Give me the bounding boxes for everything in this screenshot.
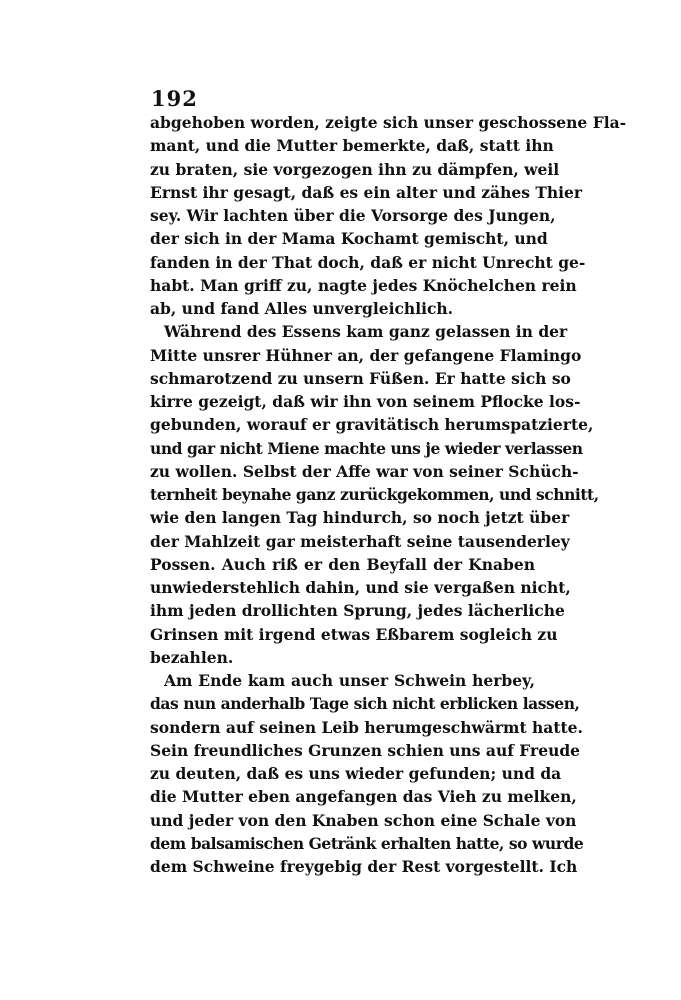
text-line: ab, und fand Alles unvergleichlich. [150,299,454,318]
text-line: das nun anderhalb Tage sich nicht erblicken lassen, [150,694,580,714]
text-line: ihm jeden drollichten Sprung, jedes lächerliche [150,601,565,621]
text-line: kirre gezeigt, daß wir ihn von seinem Pflocke los- [150,392,581,411]
text-line: fanden in der That doch, daß er nicht Unrecht ge- [150,252,586,272]
text-line: zu braten, sie vorgezogen ihn zu dämpfen, weil [150,159,560,179]
text-line: zu deuten, daß es uns wieder gefunden; und da [150,764,562,783]
text-line: dem Schweine freygebig der Rest vorgestellt. Ich [150,857,578,876]
text-line: sey. Wir lachten über die Vorsorge des Jungen, [150,206,556,225]
text-line: mant, und die Mutter bemerkte, daß, statt ihn [150,136,554,156]
text-line: Grinsen mit irgend etwas Eßbarem sogleich zu [150,624,558,644]
text-line: habt. Man griff zu, nagte jedes Knöchelchen rein [150,275,577,295]
text-line: Mitte unsrer Hühner an, der gefangene Flamingo [150,345,582,365]
text-line: der sich in der Mama Kochamt gemischt, und [150,229,548,249]
text-line: gebunden, worauf er gravitätisch herumspatzierte, [150,415,594,435]
text-line: bezahlen. [150,647,234,667]
text-line: die Mutter eben angefangen das Vieh zu melken, [150,787,577,807]
text-line: sondern auf seinen Leib herumgeschwärmt hatte. [150,717,583,737]
text-line: Während des Essens kam ganz gelassen in der [164,322,568,342]
text-line: ternheit beynahe ganz zurückgekommen, und schnitt, [150,485,599,504]
text-line: und gar nicht Miene machte uns je wieder verlassen [150,438,583,458]
text-line: dem balsamischen Getränk erhalten hatte, so wurde [150,833,584,853]
text-line: wie den langen Tag hindurch, so noch jetzt über [150,508,570,528]
text-line: abgehoben worden, zeigte sich unser geschossene Fla- [150,113,627,132]
text-line: Sein freundliches Grunzen schien uns auf Freude [150,740,581,760]
text-line: der Mahlzeit gar meisterhaft seine tausenderley [150,531,570,551]
text-line: Ernst ihr gesagt, daß es ein alter und zähes Thier [150,182,583,202]
text-line: Am Ende kam auch unser Schwein herbey, [164,671,535,690]
text-line: zu wollen. Selbst der Affe war von seiner Schüch- [150,461,579,481]
text-line: schmarotzend zu unsern Füßen. Er hatte sich so [150,368,571,388]
text-line: und jeder von den Knaben schon eine Schale von [150,810,577,830]
text-line: Possen. Auch riß er den Beyfall der Knaben [150,554,535,574]
text-line: unwiederstehlich dahin, und sie vergaßen nicht, [150,578,571,597]
page-number: 192 [151,86,198,111]
body-text [150,111,627,878]
